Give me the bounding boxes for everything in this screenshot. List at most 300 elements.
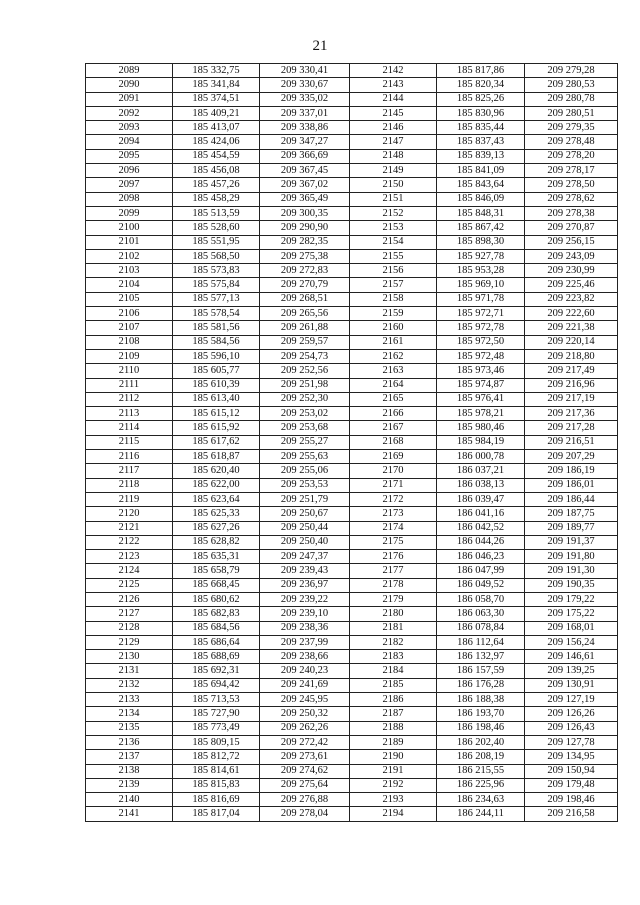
x-coordinate: 185 974,87 — [437, 378, 525, 392]
table-row — [86, 92, 618, 106]
table-row — [86, 106, 618, 120]
point-number: 2101 — [86, 235, 173, 249]
x-coordinate: 186 041,16 — [437, 507, 525, 521]
table-row — [86, 464, 618, 478]
point-number: 2143 — [350, 78, 437, 92]
point-number: 2148 — [350, 149, 437, 163]
point-number: 2156 — [350, 264, 437, 278]
point-number: 2141 — [86, 807, 173, 821]
y-coordinate: 209 186,19 — [525, 464, 618, 478]
x-coordinate: 185 623,64 — [173, 492, 260, 506]
y-coordinate: 209 278,48 — [525, 135, 618, 149]
x-coordinate: 185 727,90 — [173, 707, 260, 721]
point-number: 2116 — [86, 450, 173, 464]
y-coordinate: 209 198,46 — [525, 793, 618, 807]
table-row — [86, 564, 618, 578]
x-coordinate: 185 620,40 — [173, 464, 260, 478]
point-number: 2123 — [86, 550, 173, 564]
y-coordinate: 209 175,22 — [525, 607, 618, 621]
coordinates-table-body — [86, 64, 618, 822]
table-row — [86, 592, 618, 606]
x-coordinate: 185 409,21 — [173, 106, 260, 120]
x-coordinate: 185 820,34 — [437, 78, 525, 92]
point-number: 2114 — [86, 421, 173, 435]
point-number: 2129 — [86, 635, 173, 649]
y-coordinate: 209 253,68 — [260, 421, 350, 435]
x-coordinate: 185 622,00 — [173, 478, 260, 492]
y-coordinate: 209 259,57 — [260, 335, 350, 349]
x-coordinate: 185 528,60 — [173, 221, 260, 235]
y-coordinate: 209 275,38 — [260, 249, 350, 263]
x-coordinate: 185 972,71 — [437, 307, 525, 321]
point-number: 2151 — [350, 192, 437, 206]
x-coordinate: 185 825,26 — [437, 92, 525, 106]
x-coordinate: 185 686,64 — [173, 635, 260, 649]
y-coordinate: 209 191,30 — [525, 564, 618, 578]
y-coordinate: 209 127,78 — [525, 735, 618, 749]
x-coordinate: 185 973,46 — [437, 364, 525, 378]
x-coordinate: 185 584,56 — [173, 335, 260, 349]
point-number: 2175 — [350, 535, 437, 549]
point-number: 2160 — [350, 321, 437, 335]
x-coordinate: 185 457,26 — [173, 178, 260, 192]
table-row — [86, 578, 618, 592]
table-row — [86, 435, 618, 449]
point-number: 2169 — [350, 450, 437, 464]
point-number: 2183 — [350, 650, 437, 664]
x-coordinate: 185 980,46 — [437, 421, 525, 435]
table-row — [86, 321, 618, 335]
x-coordinate: 186 042,52 — [437, 521, 525, 535]
point-number: 2113 — [86, 407, 173, 421]
point-number: 2145 — [350, 106, 437, 120]
y-coordinate: 209 261,88 — [260, 321, 350, 335]
point-number: 2140 — [86, 793, 173, 807]
point-number: 2095 — [86, 149, 173, 163]
table-row — [86, 221, 618, 235]
point-number: 2130 — [86, 650, 173, 664]
x-coordinate: 185 615,92 — [173, 421, 260, 435]
y-coordinate: 209 130,91 — [525, 678, 618, 692]
y-coordinate: 209 187,75 — [525, 507, 618, 521]
y-coordinate: 209 330,41 — [260, 64, 350, 78]
y-coordinate: 209 134,95 — [525, 750, 618, 764]
point-number: 2152 — [350, 206, 437, 220]
y-coordinate: 209 156,24 — [525, 635, 618, 649]
coordinates-table — [85, 63, 618, 822]
point-number: 2188 — [350, 721, 437, 735]
x-coordinate: 186 202,40 — [437, 735, 525, 749]
x-coordinate: 185 625,33 — [173, 507, 260, 521]
y-coordinate: 209 253,02 — [260, 407, 350, 421]
x-coordinate: 185 635,31 — [173, 550, 260, 564]
x-coordinate: 185 613,40 — [173, 392, 260, 406]
point-number: 2118 — [86, 478, 173, 492]
point-number: 2134 — [86, 707, 173, 721]
y-coordinate: 209 216,58 — [525, 807, 618, 821]
table-row — [86, 492, 618, 506]
x-coordinate: 185 830,96 — [437, 106, 525, 120]
point-number: 2184 — [350, 664, 437, 678]
y-coordinate: 209 280,53 — [525, 78, 618, 92]
point-number: 2132 — [86, 678, 173, 692]
point-number: 2110 — [86, 364, 173, 378]
x-coordinate: 185 581,56 — [173, 321, 260, 335]
x-coordinate: 186 058,70 — [437, 592, 525, 606]
y-coordinate: 209 338,86 — [260, 121, 350, 135]
y-coordinate: 209 191,37 — [525, 535, 618, 549]
y-coordinate: 209 230,99 — [525, 264, 618, 278]
point-number: 2165 — [350, 392, 437, 406]
point-number: 2146 — [350, 121, 437, 135]
point-number: 2149 — [350, 164, 437, 178]
point-number: 2181 — [350, 621, 437, 635]
point-number: 2098 — [86, 192, 173, 206]
y-coordinate: 209 278,20 — [525, 149, 618, 163]
table-row — [86, 178, 618, 192]
point-number: 2121 — [86, 521, 173, 535]
x-coordinate: 186 037,21 — [437, 464, 525, 478]
y-coordinate: 209 126,26 — [525, 707, 618, 721]
x-coordinate: 185 976,41 — [437, 392, 525, 406]
x-coordinate: 185 658,79 — [173, 564, 260, 578]
y-coordinate: 209 367,02 — [260, 178, 350, 192]
y-coordinate: 209 186,44 — [525, 492, 618, 506]
y-coordinate: 209 240,23 — [260, 664, 350, 678]
x-coordinate: 185 972,48 — [437, 349, 525, 363]
x-coordinate: 185 454,59 — [173, 149, 260, 163]
y-coordinate: 209 272,42 — [260, 735, 350, 749]
x-coordinate: 185 684,56 — [173, 621, 260, 635]
y-coordinate: 209 186,01 — [525, 478, 618, 492]
y-coordinate: 209 268,51 — [260, 292, 350, 306]
x-coordinate: 185 615,12 — [173, 407, 260, 421]
x-coordinate: 186 193,70 — [437, 707, 525, 721]
x-coordinate: 186 157,59 — [437, 664, 525, 678]
table-row — [86, 335, 618, 349]
y-coordinate: 209 247,37 — [260, 550, 350, 564]
y-coordinate: 209 274,62 — [260, 764, 350, 778]
point-number: 2125 — [86, 578, 173, 592]
y-coordinate: 209 365,49 — [260, 192, 350, 206]
point-number: 2135 — [86, 721, 173, 735]
y-coordinate: 209 250,67 — [260, 507, 350, 521]
y-coordinate: 209 239,10 — [260, 607, 350, 621]
y-coordinate: 209 272,83 — [260, 264, 350, 278]
table-row — [86, 535, 618, 549]
point-number: 2167 — [350, 421, 437, 435]
y-coordinate: 209 237,99 — [260, 635, 350, 649]
y-coordinate: 209 222,60 — [525, 307, 618, 321]
y-coordinate: 209 278,17 — [525, 164, 618, 178]
y-coordinate: 209 245,95 — [260, 693, 350, 707]
y-coordinate: 209 262,26 — [260, 721, 350, 735]
table-row — [86, 693, 618, 707]
x-coordinate: 185 610,39 — [173, 378, 260, 392]
point-number: 2108 — [86, 335, 173, 349]
y-coordinate: 209 270,79 — [260, 278, 350, 292]
point-number: 2155 — [350, 249, 437, 263]
x-coordinate: 185 898,30 — [437, 235, 525, 249]
table-row — [86, 793, 618, 807]
y-coordinate: 209 190,35 — [525, 578, 618, 592]
table-row — [86, 307, 618, 321]
y-coordinate: 209 217,19 — [525, 392, 618, 406]
x-coordinate: 185 332,75 — [173, 64, 260, 78]
y-coordinate: 209 282,35 — [260, 235, 350, 249]
x-coordinate: 186 047,99 — [437, 564, 525, 578]
table-row — [86, 478, 618, 492]
x-coordinate: 186 176,28 — [437, 678, 525, 692]
x-coordinate: 185 577,13 — [173, 292, 260, 306]
point-number: 2090 — [86, 78, 173, 92]
y-coordinate: 209 179,22 — [525, 592, 618, 606]
point-number: 2147 — [350, 135, 437, 149]
x-coordinate: 186 046,23 — [437, 550, 525, 564]
table-row — [86, 192, 618, 206]
x-coordinate: 185 424,06 — [173, 135, 260, 149]
x-coordinate: 185 978,21 — [437, 407, 525, 421]
x-coordinate: 185 578,54 — [173, 307, 260, 321]
y-coordinate: 209 221,38 — [525, 321, 618, 335]
x-coordinate: 185 680,62 — [173, 592, 260, 606]
x-coordinate: 185 605,77 — [173, 364, 260, 378]
y-coordinate: 209 126,43 — [525, 721, 618, 735]
table-row — [86, 149, 618, 163]
x-coordinate: 186 188,38 — [437, 693, 525, 707]
point-number: 2174 — [350, 521, 437, 535]
x-coordinate: 185 835,44 — [437, 121, 525, 135]
point-number: 2105 — [86, 292, 173, 306]
x-coordinate: 185 628,82 — [173, 535, 260, 549]
y-coordinate: 209 239,43 — [260, 564, 350, 578]
x-coordinate: 185 843,64 — [437, 178, 525, 192]
point-number: 2093 — [86, 121, 173, 135]
x-coordinate: 186 198,46 — [437, 721, 525, 735]
point-number: 2161 — [350, 335, 437, 349]
point-number: 2126 — [86, 592, 173, 606]
y-coordinate: 209 251,79 — [260, 492, 350, 506]
point-number: 2157 — [350, 278, 437, 292]
point-number: 2109 — [86, 349, 173, 363]
x-coordinate: 185 692,31 — [173, 664, 260, 678]
point-number: 2107 — [86, 321, 173, 335]
y-coordinate: 209 179,48 — [525, 778, 618, 792]
table-row — [86, 707, 618, 721]
y-coordinate: 209 300,35 — [260, 206, 350, 220]
y-coordinate: 209 278,62 — [525, 192, 618, 206]
y-coordinate: 209 150,94 — [525, 764, 618, 778]
y-coordinate: 209 255,27 — [260, 435, 350, 449]
point-number: 2104 — [86, 278, 173, 292]
x-coordinate: 185 682,83 — [173, 607, 260, 621]
y-coordinate: 209 217,28 — [525, 421, 618, 435]
y-coordinate: 209 256,15 — [525, 235, 618, 249]
y-coordinate: 209 250,40 — [260, 535, 350, 549]
y-coordinate: 209 216,51 — [525, 435, 618, 449]
x-coordinate: 186 112,64 — [437, 635, 525, 649]
y-coordinate: 209 239,22 — [260, 592, 350, 606]
point-number: 2173 — [350, 507, 437, 521]
point-number: 2089 — [86, 64, 173, 78]
y-coordinate: 209 238,36 — [260, 621, 350, 635]
x-coordinate: 185 809,15 — [173, 735, 260, 749]
y-coordinate: 209 252,30 — [260, 392, 350, 406]
x-coordinate: 185 837,43 — [437, 135, 525, 149]
x-coordinate: 185 984,19 — [437, 435, 525, 449]
point-number: 2158 — [350, 292, 437, 306]
x-coordinate: 185 816,69 — [173, 793, 260, 807]
x-coordinate: 185 972,50 — [437, 335, 525, 349]
y-coordinate: 209 241,69 — [260, 678, 350, 692]
point-number: 2100 — [86, 221, 173, 235]
table-row — [86, 678, 618, 692]
y-coordinate: 209 127,19 — [525, 693, 618, 707]
point-number: 2144 — [350, 92, 437, 106]
table-row — [86, 364, 618, 378]
point-number: 2185 — [350, 678, 437, 692]
y-coordinate: 209 330,67 — [260, 78, 350, 92]
x-coordinate: 186 078,84 — [437, 621, 525, 635]
table-row — [86, 164, 618, 178]
table-row — [86, 778, 618, 792]
table-row — [86, 349, 618, 363]
point-number: 2168 — [350, 435, 437, 449]
x-coordinate: 185 413,07 — [173, 121, 260, 135]
x-coordinate: 185 551,95 — [173, 235, 260, 249]
point-number: 2102 — [86, 249, 173, 263]
x-coordinate: 185 817,86 — [437, 64, 525, 78]
table-row — [86, 249, 618, 263]
y-coordinate: 209 276,88 — [260, 793, 350, 807]
table-row — [86, 521, 618, 535]
x-coordinate: 185 668,45 — [173, 578, 260, 592]
point-number: 2128 — [86, 621, 173, 635]
y-coordinate: 209 280,78 — [525, 92, 618, 106]
x-coordinate: 185 839,13 — [437, 149, 525, 163]
point-number: 2162 — [350, 349, 437, 363]
y-coordinate: 209 146,61 — [525, 650, 618, 664]
x-coordinate: 185 513,59 — [173, 206, 260, 220]
point-number: 2117 — [86, 464, 173, 478]
point-number: 2103 — [86, 264, 173, 278]
y-coordinate: 209 191,80 — [525, 550, 618, 564]
point-number: 2154 — [350, 235, 437, 249]
x-coordinate: 186 208,19 — [437, 750, 525, 764]
point-number: 2159 — [350, 307, 437, 321]
y-coordinate: 209 250,44 — [260, 521, 350, 535]
point-number: 2133 — [86, 693, 173, 707]
x-coordinate: 185 815,83 — [173, 778, 260, 792]
point-number: 2186 — [350, 693, 437, 707]
x-coordinate: 186 234,63 — [437, 793, 525, 807]
y-coordinate: 209 270,87 — [525, 221, 618, 235]
table-row — [86, 764, 618, 778]
x-coordinate: 185 596,10 — [173, 349, 260, 363]
table-row — [86, 807, 618, 821]
y-coordinate: 209 218,80 — [525, 349, 618, 363]
point-number: 2096 — [86, 164, 173, 178]
table-row — [86, 550, 618, 564]
table-row — [86, 392, 618, 406]
table-row — [86, 206, 618, 220]
y-coordinate: 209 255,63 — [260, 450, 350, 464]
x-coordinate: 185 972,78 — [437, 321, 525, 335]
table-row — [86, 621, 618, 635]
page-number: 21 — [312, 38, 328, 54]
table-row — [86, 378, 618, 392]
point-number: 2106 — [86, 307, 173, 321]
x-coordinate: 185 927,78 — [437, 249, 525, 263]
y-coordinate: 209 367,45 — [260, 164, 350, 178]
y-coordinate: 209 265,56 — [260, 307, 350, 321]
point-number: 2180 — [350, 607, 437, 621]
y-coordinate: 209 251,98 — [260, 378, 350, 392]
point-number: 2177 — [350, 564, 437, 578]
x-coordinate: 186 215,55 — [437, 764, 525, 778]
x-coordinate: 185 846,09 — [437, 192, 525, 206]
y-coordinate: 209 275,64 — [260, 778, 350, 792]
x-coordinate: 185 841,09 — [437, 164, 525, 178]
point-number: 2182 — [350, 635, 437, 649]
table-row — [86, 278, 618, 292]
point-number: 2190 — [350, 750, 437, 764]
y-coordinate: 209 207,29 — [525, 450, 618, 464]
point-number: 2099 — [86, 206, 173, 220]
y-coordinate: 209 279,35 — [525, 121, 618, 135]
point-number: 2091 — [86, 92, 173, 106]
x-coordinate: 185 773,49 — [173, 721, 260, 735]
y-coordinate: 209 347,27 — [260, 135, 350, 149]
x-coordinate: 186 049,52 — [437, 578, 525, 592]
x-coordinate: 185 456,08 — [173, 164, 260, 178]
point-number: 2176 — [350, 550, 437, 564]
table-row — [86, 664, 618, 678]
table-row — [86, 507, 618, 521]
y-coordinate: 209 217,36 — [525, 407, 618, 421]
table-row — [86, 635, 618, 649]
x-coordinate: 185 627,26 — [173, 521, 260, 535]
y-coordinate: 209 254,73 — [260, 349, 350, 363]
x-coordinate: 185 573,83 — [173, 264, 260, 278]
point-number: 2172 — [350, 492, 437, 506]
y-coordinate: 209 273,61 — [260, 750, 350, 764]
point-number: 2097 — [86, 178, 173, 192]
table-row — [86, 721, 618, 735]
y-coordinate: 209 278,50 — [525, 178, 618, 192]
x-coordinate: 185 817,04 — [173, 807, 260, 821]
table-row — [86, 607, 618, 621]
x-coordinate: 186 039,47 — [437, 492, 525, 506]
x-coordinate: 185 374,51 — [173, 92, 260, 106]
y-coordinate: 209 255,06 — [260, 464, 350, 478]
point-number: 2120 — [86, 507, 173, 521]
y-coordinate: 209 243,09 — [525, 249, 618, 263]
point-number: 2136 — [86, 735, 173, 749]
point-number: 2170 — [350, 464, 437, 478]
table-row — [86, 407, 618, 421]
point-number: 2131 — [86, 664, 173, 678]
y-coordinate: 209 337,01 — [260, 106, 350, 120]
y-coordinate: 209 279,28 — [525, 64, 618, 78]
table-row — [86, 735, 618, 749]
point-number: 2189 — [350, 735, 437, 749]
x-coordinate: 185 971,78 — [437, 292, 525, 306]
y-coordinate: 209 217,49 — [525, 364, 618, 378]
table-row — [86, 264, 618, 278]
y-coordinate: 209 168,01 — [525, 621, 618, 635]
point-number: 2194 — [350, 807, 437, 821]
